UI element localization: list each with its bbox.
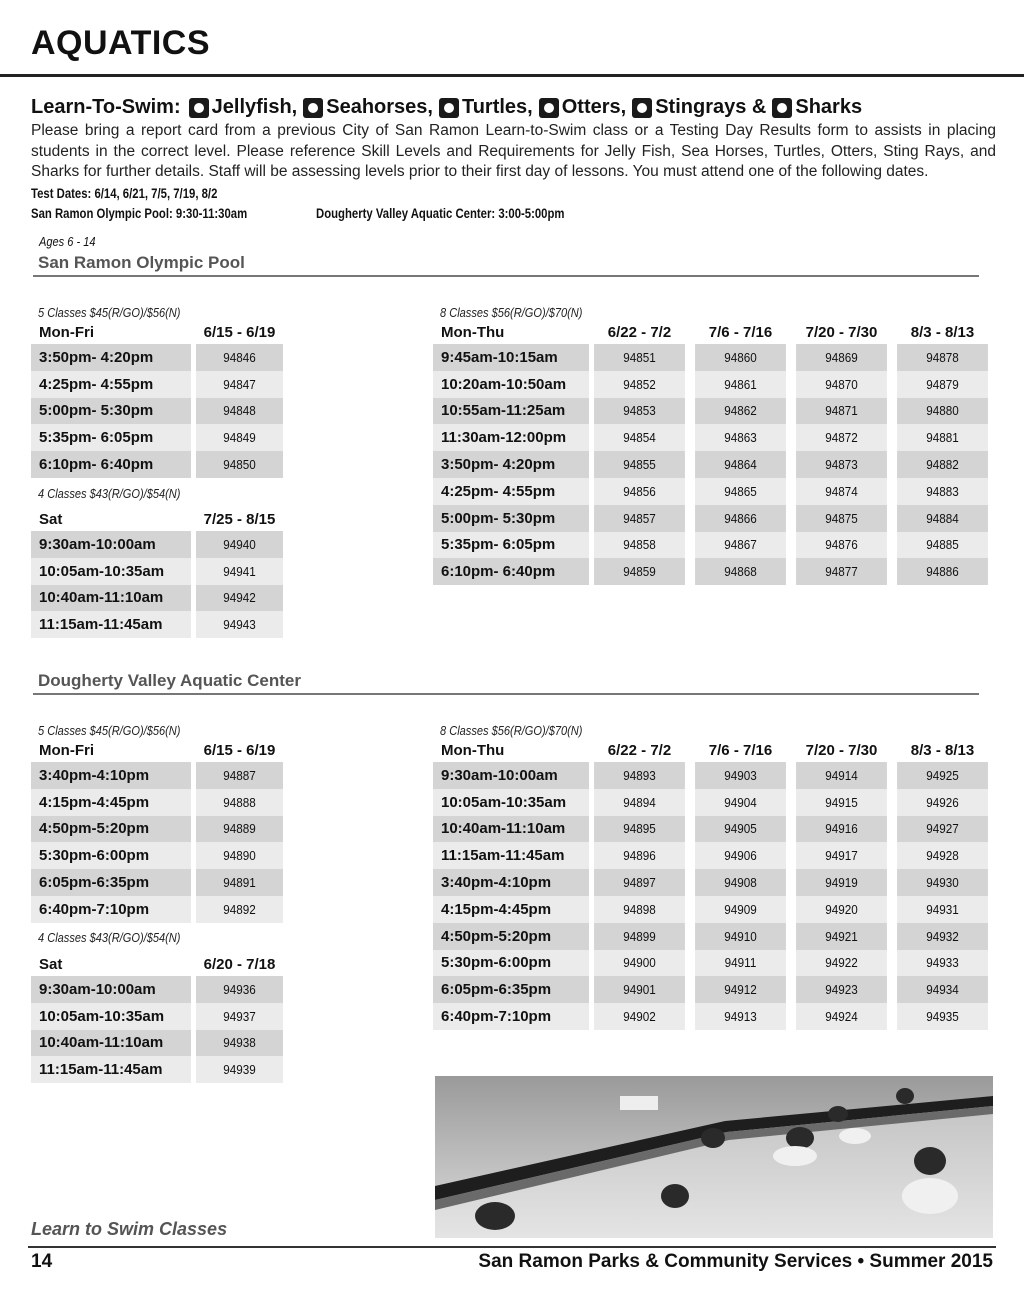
course-code: 94942 — [196, 585, 283, 612]
schedule-row — [31, 789, 288, 816]
test-dates: Test Dates: 6/14, 6/21, 7/5, 7/19, 8/2 — [31, 186, 218, 201]
class-time: 3:50pm- 4:20pm — [433, 451, 589, 478]
class-time: 11:30am-12:00pm — [433, 424, 589, 451]
course-code: 94877 — [796, 558, 887, 585]
course-code: 94899 — [594, 923, 685, 950]
course-code: 94871 — [796, 398, 887, 425]
class-time: 9:30am-10:00am — [433, 762, 589, 789]
course-code: 94896 — [594, 842, 685, 869]
course-code: 94870 — [796, 371, 887, 398]
page-number: 14 — [31, 1251, 53, 1272]
class-time: 5:00pm- 5:30pm — [433, 505, 589, 532]
course-code: 94879 — [897, 371, 988, 398]
class-time: 11:15am-11:45am — [433, 842, 589, 869]
course-code: 94865 — [695, 478, 786, 505]
srop-test-times: San Ramon Olympic Pool: 9:30-11:30am — [31, 206, 248, 221]
course-code: 94933 — [897, 950, 988, 977]
day-header: Sat — [39, 955, 63, 973]
class-time: 11:15am-11:45am — [31, 1056, 191, 1083]
course-code: 94874 — [796, 478, 887, 505]
schedule-row — [433, 398, 993, 425]
title-divider — [0, 74, 1024, 77]
class-time: 6:05pm-6:35pm — [31, 869, 191, 896]
course-code: 94920 — [796, 896, 887, 923]
schedule-row — [31, 816, 288, 843]
course-code: 94919 — [796, 869, 887, 896]
course-code: 94878 — [897, 344, 988, 371]
shark-icon — [772, 98, 792, 118]
srop-weekday-caption: 5 Classes $45(R/GO)/$56(N) — [38, 305, 181, 320]
course-code: 94927 — [897, 816, 988, 843]
course-code: 94902 — [594, 1003, 685, 1030]
schedule-row — [31, 1003, 288, 1030]
class-time: 11:15am-11:45am — [31, 611, 191, 638]
class-time: 9:30am-10:00am — [31, 976, 191, 1003]
level-seahorses — [303, 96, 433, 119]
course-code: 94873 — [796, 451, 887, 478]
class-time: 4:50pm-5:20pm — [433, 923, 589, 950]
schedule-row — [31, 451, 288, 478]
course-code: 94846 — [196, 344, 283, 371]
course-code: 94894 — [594, 789, 685, 816]
date-header: 7/6 - 7/16 — [708, 741, 773, 759]
schedule-row — [31, 842, 288, 869]
schedule-row — [31, 896, 288, 923]
page-title: AQUATICS — [31, 24, 211, 62]
level-label: Turtles, — [461, 96, 533, 118]
date-header: 6/22 - 7/2 — [607, 741, 672, 759]
srop-saturday-caption: 4 Classes $43(R/GO)/$54(N) — [38, 486, 181, 501]
course-code: 94855 — [594, 451, 685, 478]
course-code: 94932 — [897, 923, 988, 950]
class-time: 6:10pm- 6:40pm — [31, 451, 191, 478]
dvac-saturday-table — [31, 952, 288, 1083]
course-code: 94882 — [897, 451, 988, 478]
class-time: 10:05am-10:35am — [433, 789, 589, 816]
course-code: 94901 — [594, 976, 685, 1003]
class-time: 3:40pm-4:10pm — [31, 762, 191, 789]
class-time: 4:15pm-4:45pm — [31, 789, 191, 816]
course-code: 94893 — [594, 762, 685, 789]
schedule-row — [31, 762, 288, 789]
course-code: 94922 — [796, 950, 887, 977]
level-label: Stingrays & — [655, 96, 767, 118]
date-header: 6/20 - 7/18 — [203, 955, 276, 973]
course-code: 94848 — [196, 398, 283, 425]
schedule-row — [433, 816, 993, 843]
level-label: Jellyfish, — [211, 96, 298, 118]
schedule-row — [433, 1003, 993, 1030]
class-time: 6:10pm- 6:40pm — [433, 558, 589, 585]
class-time: 5:35pm- 6:05pm — [433, 532, 589, 559]
class-time: 3:50pm- 4:20pm — [31, 344, 191, 371]
course-code: 94898 — [594, 896, 685, 923]
learn-to-swim-heading — [31, 96, 868, 119]
schedule-row — [433, 451, 993, 478]
course-code: 94881 — [897, 424, 988, 451]
course-code: 94850 — [196, 451, 283, 478]
course-code: 94913 — [695, 1003, 786, 1030]
course-code: 94908 — [695, 869, 786, 896]
course-code: 94928 — [897, 842, 988, 869]
course-code: 94895 — [594, 816, 685, 843]
course-code: 94861 — [695, 371, 786, 398]
course-code: 94909 — [695, 896, 786, 923]
level-jellyfish — [189, 96, 298, 119]
class-time: 3:40pm-4:10pm — [433, 869, 589, 896]
course-code: 94880 — [897, 398, 988, 425]
class-time: 4:25pm- 4:55pm — [31, 371, 191, 398]
course-code: 94857 — [594, 505, 685, 532]
course-code: 94883 — [897, 478, 988, 505]
course-code: 94936 — [196, 976, 283, 1003]
learn-to-swim-prefix: Learn-To-Swim: — [31, 96, 181, 118]
schedule-row — [433, 558, 993, 585]
date-header: 7/20 - 7/30 — [805, 741, 878, 759]
course-code: 94888 — [196, 789, 283, 816]
schedule-row — [433, 896, 993, 923]
date-header: 6/15 - 6/19 — [203, 323, 276, 341]
dvac-weekday-caption: 5 Classes $45(R/GO)/$56(N) — [38, 723, 181, 738]
dvac-section-title: Dougherty Valley Aquatic Center — [38, 671, 301, 690]
schedule-row — [31, 558, 288, 585]
course-code: 94864 — [695, 451, 786, 478]
schedule-row — [433, 976, 993, 1003]
course-code: 94862 — [695, 398, 786, 425]
date-header: 7/20 - 7/30 — [805, 323, 878, 341]
day-header: Mon-Thu — [441, 741, 505, 759]
schedule-row — [433, 842, 993, 869]
day-header: Mon-Fri — [39, 323, 94, 341]
schedule-row — [433, 344, 993, 371]
course-code: 94863 — [695, 424, 786, 451]
course-code: 94869 — [796, 344, 887, 371]
schedule-row — [31, 976, 288, 1003]
dvac-monthu-table — [433, 738, 993, 1030]
class-time: 10:40am-11:10am — [433, 816, 589, 843]
course-code: 94876 — [796, 532, 887, 559]
course-code: 94914 — [796, 762, 887, 789]
srop-saturday-table — [31, 507, 288, 638]
class-time: 10:40am-11:10am — [31, 1030, 191, 1057]
dvac-weekday-table — [31, 738, 288, 923]
course-code: 94906 — [695, 842, 786, 869]
srop-weekday-table — [31, 320, 288, 478]
class-time: 10:05am-10:35am — [31, 558, 191, 585]
class-time: 5:00pm- 5:30pm — [31, 398, 191, 425]
course-code: 94854 — [594, 424, 685, 451]
day-header: Sat — [39, 510, 63, 528]
level-label: Sharks — [795, 96, 863, 118]
schedule-row — [31, 371, 288, 398]
course-code: 94886 — [897, 558, 988, 585]
course-code: 94859 — [594, 558, 685, 585]
turtle-icon — [439, 98, 459, 118]
level-turtles — [439, 96, 533, 119]
intro-paragraph: Please bring a report card from a previous City of San Ramon Learn-to-Swim class or a Testing Day Results form to assists in placing students in the correct level. Please reference Skill Levels and Requirements for Jelly Fish, Sea Horses, Turtles, Otters, Sting Rays, and Sharks for further details. Staff will be assessing levels prior to their first day of lessons. You must attend one of the following dates. — [31, 122, 996, 180]
course-code: 94903 — [695, 762, 786, 789]
footer-text: San Ramon Parks & Community Services • Summer 2015 — [478, 1251, 993, 1272]
class-time: 5:30pm-6:00pm — [31, 842, 191, 869]
class-time: 10:05am-10:35am — [31, 1003, 191, 1030]
schedule-row — [31, 869, 288, 896]
schedule-row — [31, 611, 288, 638]
day-header: Mon-Fri — [39, 741, 94, 759]
course-code: 94937 — [196, 1003, 283, 1030]
course-code: 94916 — [796, 816, 887, 843]
course-code: 94868 — [695, 558, 786, 585]
schedule-row — [31, 1030, 288, 1057]
course-code: 94900 — [594, 950, 685, 977]
class-time: 10:40am-11:10am — [31, 585, 191, 612]
course-code: 94911 — [695, 950, 786, 977]
course-code: 94939 — [196, 1056, 283, 1083]
schedule-row — [31, 531, 288, 558]
course-code: 94849 — [196, 424, 283, 451]
srop-monthu-caption: 8 Classes $56(R/GO)/$70(N) — [440, 305, 583, 320]
course-code: 94852 — [594, 371, 685, 398]
schedule-row — [31, 344, 288, 371]
dvac-section-divider — [33, 693, 979, 695]
course-code: 94904 — [695, 789, 786, 816]
class-time: 5:30pm-6:00pm — [433, 950, 589, 977]
course-code: 94858 — [594, 532, 685, 559]
date-header: 7/6 - 7/16 — [708, 323, 773, 341]
swim-lesson-photo-graphic — [435, 1076, 993, 1238]
age-range: Ages 6 - 14 — [39, 234, 96, 249]
class-time: 6:40pm-7:10pm — [433, 1003, 589, 1030]
course-code: 94856 — [594, 478, 685, 505]
schedule-row — [433, 478, 993, 505]
course-code: 94923 — [796, 976, 887, 1003]
schedule-row — [433, 424, 993, 451]
class-time: 6:05pm-6:35pm — [433, 976, 589, 1003]
jellyfish-icon — [189, 98, 209, 118]
course-code: 94897 — [594, 869, 685, 896]
course-code: 94934 — [897, 976, 988, 1003]
course-code: 94847 — [196, 371, 283, 398]
course-code: 94935 — [897, 1003, 988, 1030]
course-code: 94926 — [897, 789, 988, 816]
course-code: 94851 — [594, 344, 685, 371]
course-code: 94917 — [796, 842, 887, 869]
course-code: 94915 — [796, 789, 887, 816]
date-header: 6/15 - 6/19 — [203, 741, 276, 759]
seahorse-icon — [303, 98, 323, 118]
schedule-row — [433, 869, 993, 896]
course-code: 94940 — [196, 531, 283, 558]
class-time: 4:50pm-5:20pm — [31, 816, 191, 843]
course-code: 94891 — [196, 869, 283, 896]
schedule-row — [31, 398, 288, 425]
course-code: 94872 — [796, 424, 887, 451]
swim-lesson-photo — [435, 1076, 993, 1238]
schedule-row — [433, 371, 993, 398]
day-header: Mon-Thu — [441, 323, 505, 341]
level-sharks — [772, 96, 862, 119]
schedule-row — [31, 1056, 288, 1083]
class-time: 9:30am-10:00am — [31, 531, 191, 558]
dvac-test-times: Dougherty Valley Aquatic Center: 3:00-5:00pm — [316, 206, 565, 221]
class-time: 6:40pm-7:10pm — [31, 896, 191, 923]
course-code: 94860 — [695, 344, 786, 371]
course-code: 94866 — [695, 505, 786, 532]
schedule-row — [31, 424, 288, 451]
date-header: 8/3 - 8/13 — [910, 323, 975, 341]
schedule-row — [433, 532, 993, 559]
class-time: 5:35pm- 6:05pm — [31, 424, 191, 451]
course-code: 94930 — [897, 869, 988, 896]
course-code: 94931 — [897, 896, 988, 923]
level-stingrays — [632, 96, 766, 119]
srop-monthu-table — [433, 320, 993, 585]
course-code: 94890 — [196, 842, 283, 869]
course-code: 94889 — [196, 816, 283, 843]
course-code: 94885 — [897, 532, 988, 559]
stingray-icon — [632, 98, 652, 118]
srop-section-title: San Ramon Olympic Pool — [38, 253, 245, 272]
course-code: 94884 — [897, 505, 988, 532]
course-code: 94925 — [897, 762, 988, 789]
class-time: 4:25pm- 4:55pm — [433, 478, 589, 505]
course-code: 94921 — [796, 923, 887, 950]
course-code: 94910 — [695, 923, 786, 950]
level-label: Seahorses, — [326, 96, 433, 118]
course-code: 94924 — [796, 1003, 887, 1030]
schedule-row — [433, 923, 993, 950]
schedule-row — [433, 505, 993, 532]
course-code: 94892 — [196, 896, 283, 923]
level-otters — [539, 96, 626, 119]
course-code: 94875 — [796, 505, 887, 532]
course-code: 94938 — [196, 1030, 283, 1057]
class-time: 4:15pm-4:45pm — [433, 896, 589, 923]
course-code: 94941 — [196, 558, 283, 585]
schedule-row — [433, 762, 993, 789]
photo-caption: Learn to Swim Classes — [31, 1219, 228, 1239]
course-code: 94853 — [594, 398, 685, 425]
dvac-monthu-caption: 8 Classes $56(R/GO)/$70(N) — [440, 723, 583, 738]
course-code: 94887 — [196, 762, 283, 789]
otter-icon — [539, 98, 559, 118]
class-time: 9:45am-10:15am — [433, 344, 589, 371]
course-code: 94905 — [695, 816, 786, 843]
class-time: 10:55am-11:25am — [433, 398, 589, 425]
srop-section-divider — [33, 275, 979, 277]
date-header: 6/22 - 7/2 — [607, 323, 672, 341]
schedule-row — [31, 585, 288, 612]
course-code: 94912 — [695, 976, 786, 1003]
footer-divider — [28, 1246, 996, 1248]
course-code: 94943 — [196, 611, 283, 638]
date-header: 8/3 - 8/13 — [910, 741, 975, 759]
class-time: 10:20am-10:50am — [433, 371, 589, 398]
schedule-row — [433, 950, 993, 977]
date-header: 7/25 - 8/15 — [203, 510, 276, 528]
course-code: 94867 — [695, 532, 786, 559]
level-label: Otters, — [561, 96, 627, 118]
dvac-saturday-caption: 4 Classes $43(R/GO)/$54(N) — [38, 930, 181, 945]
schedule-row — [433, 789, 993, 816]
